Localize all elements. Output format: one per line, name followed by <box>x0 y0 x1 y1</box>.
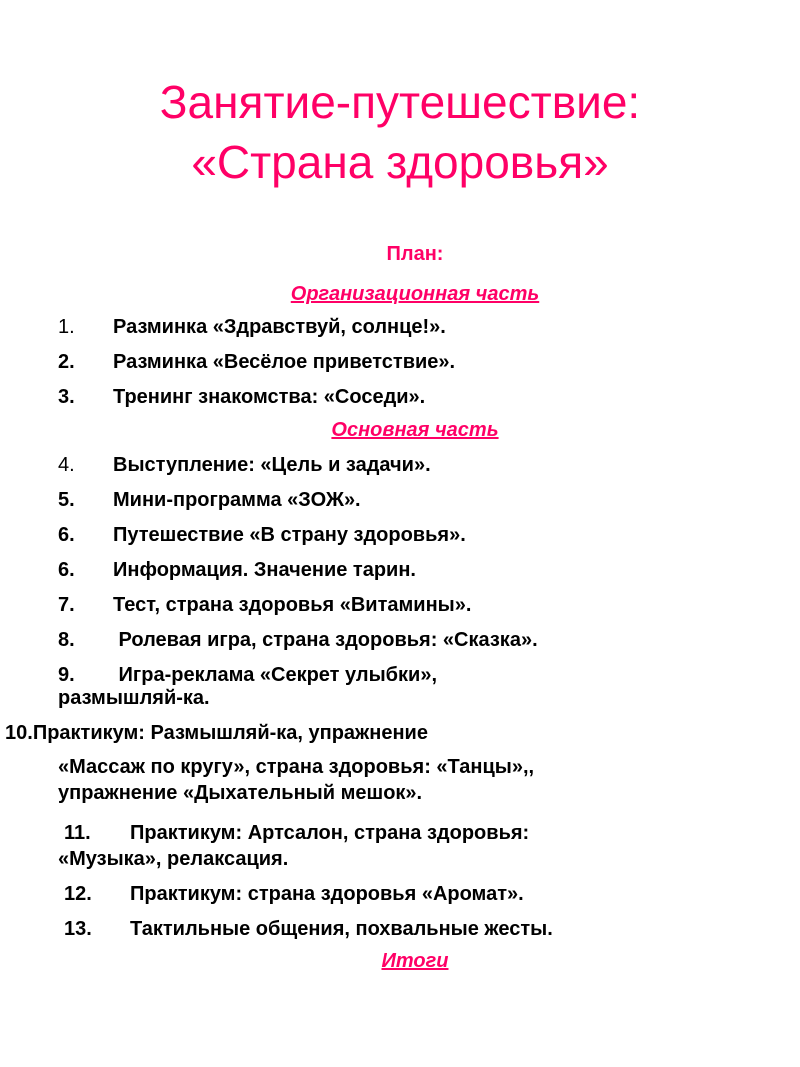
list-item <box>58 522 466 548</box>
list-item <box>5 720 428 746</box>
list-item <box>58 487 361 513</box>
item-text: Разминка «Здравствуй, солнце!». <box>113 316 446 338</box>
plan-label: План: <box>386 243 444 265</box>
item-continuation: размышляй-ка. <box>58 687 210 709</box>
item-text: Ролевая игра, страна здоровья: «Сказка». <box>113 629 538 651</box>
item-number: 3. <box>58 386 75 408</box>
section-results: Итоги <box>381 950 449 972</box>
item-text: Тактильные общения, похвальные жесты. <box>130 918 553 940</box>
item-number: 6. <box>58 559 75 581</box>
item-number: 6. <box>58 524 75 546</box>
item-number: 10. <box>5 722 33 744</box>
item-text: Разминка «Весёлое приветствие». <box>113 351 456 373</box>
list-item <box>58 384 425 410</box>
slide-title <box>0 72 800 192</box>
item-number: 13. <box>64 918 92 940</box>
item-number: 4. <box>58 454 75 476</box>
item-number: 2. <box>58 351 75 373</box>
list-item <box>58 557 416 583</box>
item-continuation: «Музыка», релаксация. <box>58 848 289 870</box>
list-item <box>64 916 553 942</box>
item-text: Игра-реклама «Секрет улыбки», <box>113 664 438 686</box>
item-text: Практикум: страна здоровья «Аромат». <box>130 883 524 905</box>
list-item <box>64 820 529 846</box>
item-text: Тест, страна здоровья «Витамины». <box>113 594 472 616</box>
item-continuation: «Массаж по кругу», страна здоровья: «Танцы»,, <box>58 756 535 778</box>
list-item <box>58 349 455 375</box>
item-number: 8. <box>58 629 75 651</box>
list-item <box>58 592 471 618</box>
item-text: Практикум: Размышляй-ка, упражнение <box>32 722 428 744</box>
item-continuation: упражнение «Дыхательный мешок». <box>58 782 423 804</box>
item-number: 7. <box>58 594 75 616</box>
title-line-2: «Страна здоровья» <box>191 136 609 188</box>
item-text: Тренинг знакомства: «Соседи». <box>113 386 426 408</box>
list-item <box>58 314 446 340</box>
item-number: 12. <box>64 883 92 905</box>
item-number: 11. <box>64 822 91 844</box>
item-number: 5. <box>58 489 75 511</box>
item-text: Путешествие «В страну здоровья». <box>113 524 466 546</box>
item-number: 9. <box>58 664 75 686</box>
item-text: Практикум: Артсалон, страна здоровья: <box>130 822 530 844</box>
item-text: Выступление: «Цель и задачи». <box>113 454 431 476</box>
list-item <box>58 452 431 478</box>
item-text: Информация. Значение тарин. <box>113 559 416 581</box>
list-item <box>64 881 524 907</box>
title-line-1: Занятие-путешествие: <box>159 76 641 128</box>
section-main: Основная часть <box>331 419 499 441</box>
item-text: Мини-программа «ЗОЖ». <box>113 489 361 511</box>
section-org: Организационная часть <box>290 283 540 305</box>
list-item <box>58 627 538 653</box>
item-number: 1. <box>58 316 75 338</box>
